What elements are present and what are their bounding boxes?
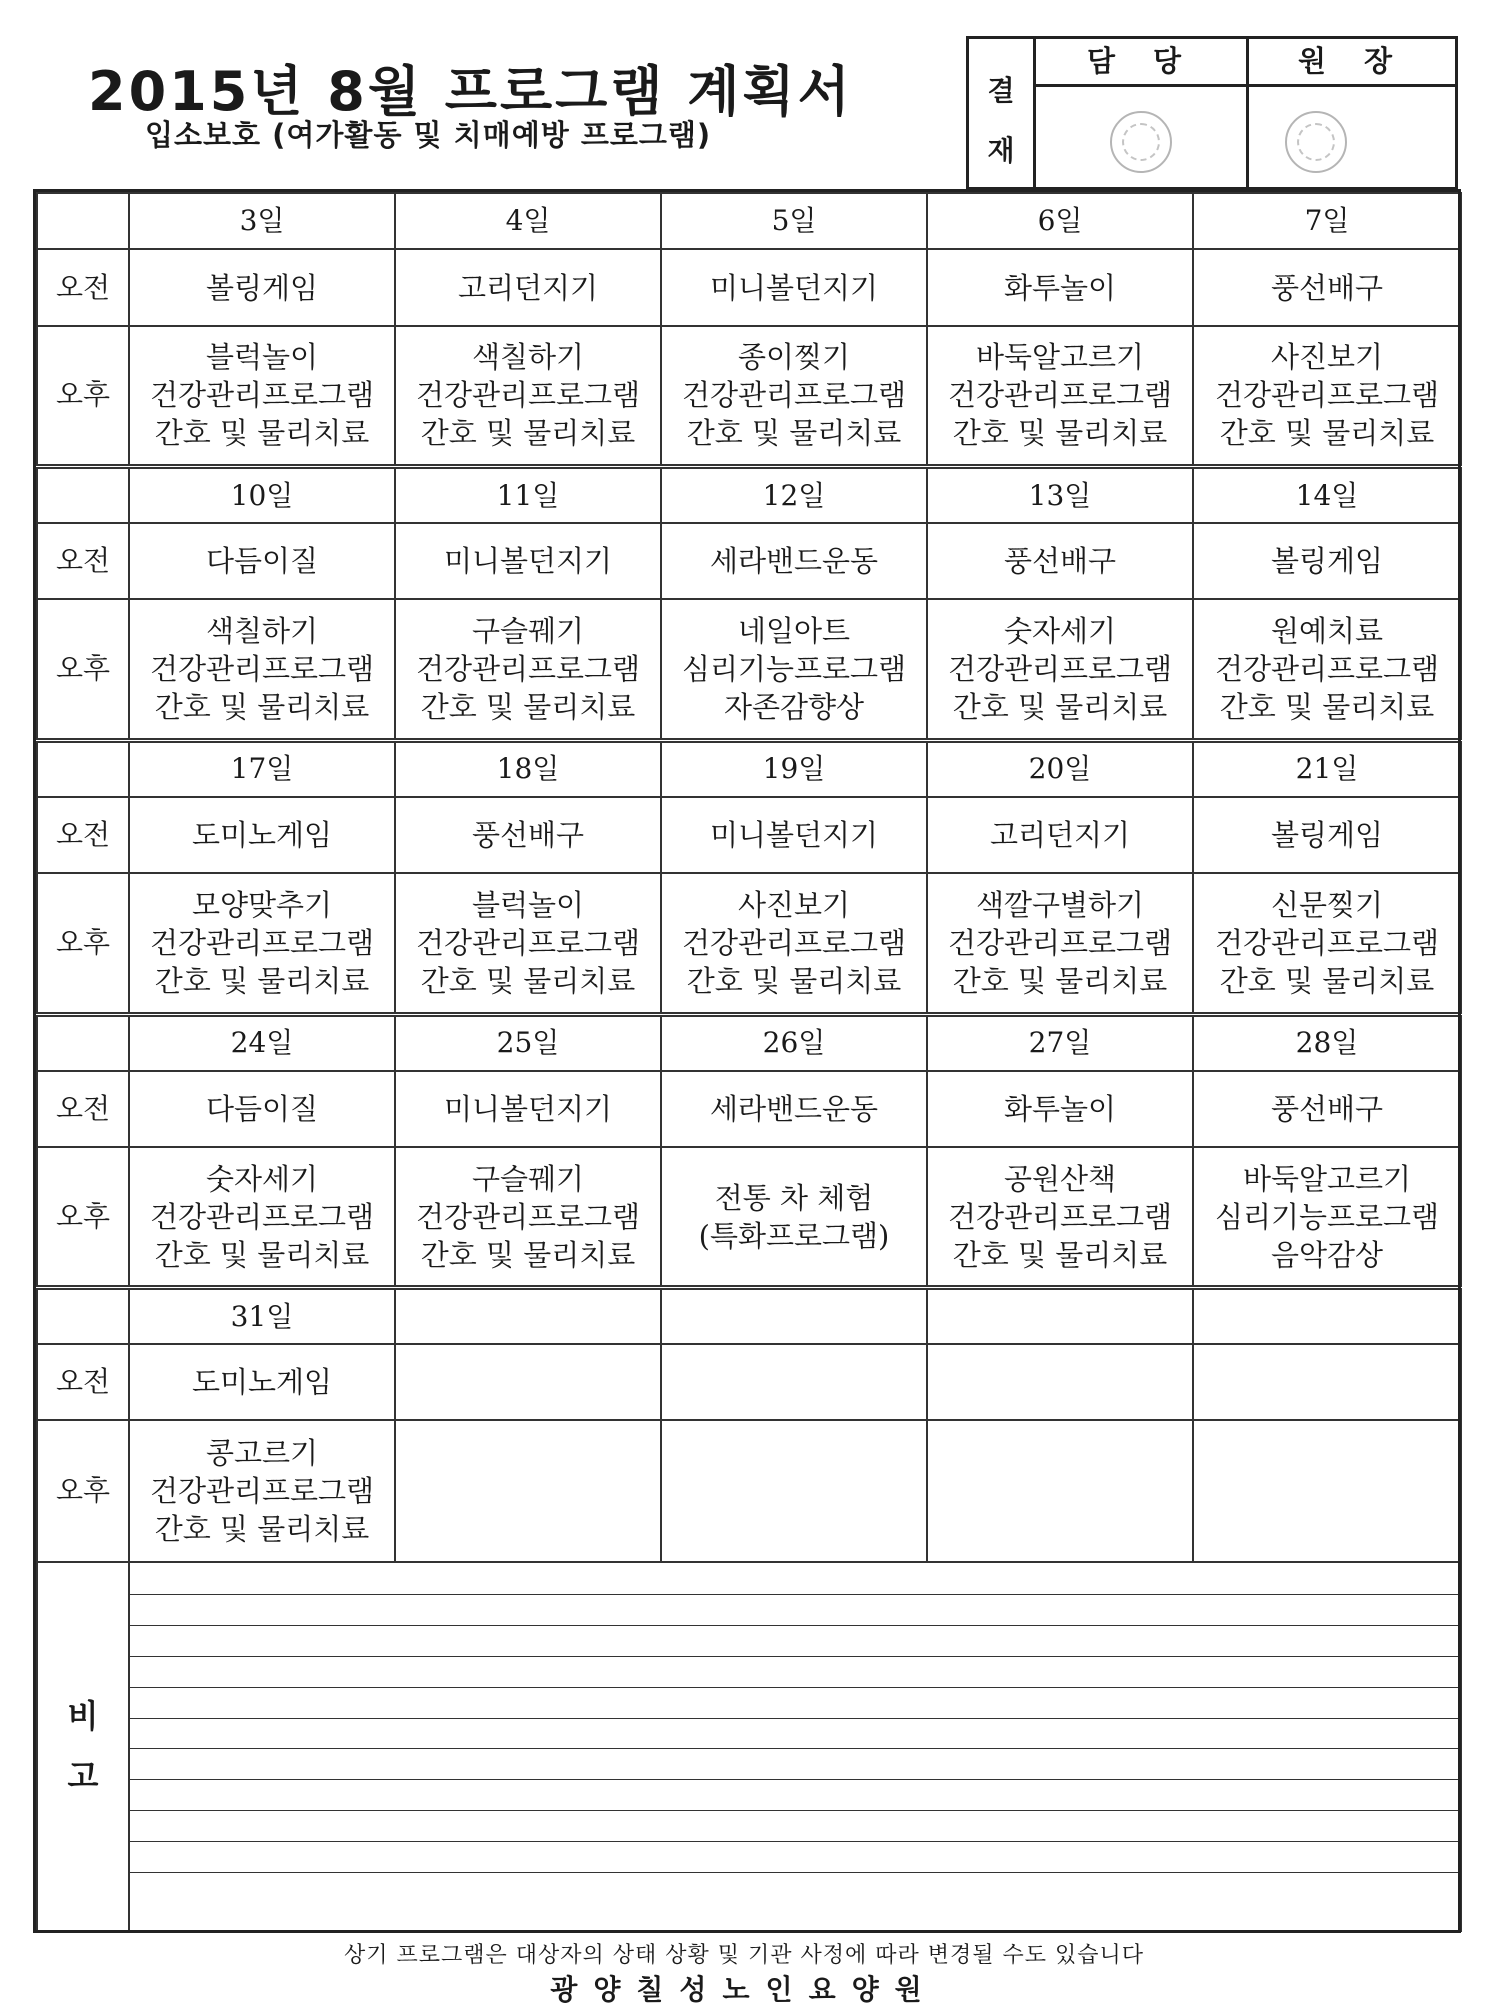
date-cell: 14일 bbox=[1193, 467, 1461, 523]
program-line: 건강관리프로그램 bbox=[149, 652, 375, 687]
morning-row bbox=[37, 1071, 1461, 1147]
afternoon-program-cell bbox=[395, 326, 661, 467]
notes-rule-line bbox=[130, 1841, 1460, 1842]
program-line: 간호 및 물리치료 bbox=[154, 963, 370, 998]
approval-col-director bbox=[1249, 39, 1455, 187]
date-cell: 28일 bbox=[1193, 1014, 1461, 1070]
notes-rule-line bbox=[130, 1625, 1460, 1626]
date-cell: 10일 bbox=[129, 467, 395, 523]
program-line: 간호 및 물리치료 bbox=[1219, 963, 1435, 998]
program-line: 간호 및 물리치료 bbox=[420, 690, 636, 725]
corner-cell bbox=[37, 740, 129, 796]
morning-program-cell: 볼링게임 bbox=[1193, 523, 1461, 599]
corner-cell bbox=[37, 193, 129, 249]
afternoon-program-cell bbox=[395, 1147, 661, 1288]
date-cell: 6일 bbox=[927, 193, 1193, 249]
program-line: 색칠하기 bbox=[205, 614, 319, 649]
program-line: 간호 및 물리치료 bbox=[686, 416, 902, 451]
time-label-am: 오전 bbox=[37, 797, 129, 873]
date-row bbox=[37, 740, 1461, 796]
program-line: 간호 및 물리치료 bbox=[952, 963, 1168, 998]
afternoon-program-cell bbox=[927, 326, 1193, 467]
program-line: 건강관리프로그램 bbox=[149, 378, 375, 413]
program-line: 심리기능프로그램 bbox=[1214, 1199, 1440, 1234]
morning-program-cell: 세라밴드운동 bbox=[661, 523, 927, 599]
afternoon-program-cell bbox=[927, 873, 1193, 1014]
program-line: 간호 및 물리치료 bbox=[154, 416, 370, 451]
program-line: 건강관리프로그램 bbox=[149, 925, 375, 960]
date-cell: 11일 bbox=[395, 467, 661, 523]
time-label-pm: 오후 bbox=[37, 1420, 129, 1561]
approval-col-header: 담 당 bbox=[1036, 39, 1246, 87]
date-cell: 5일 bbox=[661, 193, 927, 249]
date-cell: 31일 bbox=[129, 1288, 395, 1344]
morning-program-cell: 미니볼던지기 bbox=[661, 797, 927, 873]
morning-program-cell: 다듬이질 bbox=[129, 523, 395, 599]
corner-cell bbox=[37, 1288, 129, 1344]
program-line: 간호 및 물리치료 bbox=[154, 1237, 370, 1272]
date-row bbox=[37, 193, 1461, 249]
program-line: 블럭놀이 bbox=[205, 340, 319, 375]
morning-program-cell bbox=[395, 1344, 661, 1420]
program-line: 건강관리프로그램 bbox=[947, 1199, 1173, 1234]
morning-program-cell: 고리던지기 bbox=[395, 249, 661, 325]
approval-col-manager bbox=[1036, 39, 1249, 187]
program-line: 바둑알고르기 bbox=[1242, 1161, 1412, 1196]
seal-stamp-icon bbox=[1110, 111, 1172, 173]
program-line: 건강관리프로그램 bbox=[681, 925, 907, 960]
date-cell: 7일 bbox=[1193, 193, 1461, 249]
program-line: 간호 및 물리치료 bbox=[154, 1512, 370, 1547]
time-label-pm: 오후 bbox=[37, 873, 129, 1014]
morning-program-cell bbox=[661, 1344, 927, 1420]
afternoon-program-cell bbox=[129, 1420, 395, 1561]
morning-program-cell: 미니볼던지기 bbox=[661, 249, 927, 325]
morning-row bbox=[37, 249, 1461, 325]
time-label-am: 오전 bbox=[37, 1344, 129, 1420]
approval-box bbox=[966, 36, 1458, 190]
program-line: (특화프로그램) bbox=[698, 1218, 890, 1253]
program-line: 건강관리프로그램 bbox=[415, 652, 641, 687]
date-cell bbox=[927, 1288, 1193, 1344]
notes-rule-line bbox=[130, 1872, 1460, 1873]
program-line: 건강관리프로그램 bbox=[415, 925, 641, 960]
afternoon-program-cell bbox=[129, 1147, 395, 1288]
footer-organization: 광양칠성노인요양원 bbox=[550, 1973, 938, 2006]
notes-label-char: 고 bbox=[67, 1757, 99, 1796]
morning-row bbox=[37, 523, 1461, 599]
afternoon-program-cell bbox=[661, 326, 927, 467]
date-cell: 12일 bbox=[661, 467, 927, 523]
morning-program-cell: 미니볼던지기 bbox=[395, 1071, 661, 1147]
morning-program-cell: 풍선배구 bbox=[395, 797, 661, 873]
program-line: 간호 및 물리치료 bbox=[952, 1237, 1168, 1272]
notes-label-char: 비 bbox=[67, 1697, 99, 1736]
approval-label-char: 결 bbox=[987, 74, 1015, 107]
program-line: 블럭놀이 bbox=[471, 887, 585, 922]
time-label-am: 오전 bbox=[37, 1071, 129, 1147]
afternoon-program-cell bbox=[395, 873, 661, 1014]
program-line: 건강관리프로그램 bbox=[415, 1199, 641, 1234]
afternoon-program-cell bbox=[129, 873, 395, 1014]
morning-program-cell: 화투놀이 bbox=[927, 1071, 1193, 1147]
program-line: 건강관리프로그램 bbox=[1214, 378, 1440, 413]
program-line: 콩고르기 bbox=[205, 1436, 319, 1471]
morning-row bbox=[37, 1344, 1461, 1420]
notes-rule-line bbox=[130, 1656, 1460, 1657]
notes-rule-line bbox=[130, 1748, 1460, 1749]
program-line: 간호 및 물리치료 bbox=[154, 690, 370, 725]
date-cell bbox=[1193, 1288, 1461, 1344]
program-line: 건강관리프로그램 bbox=[947, 925, 1173, 960]
notes-rule-line bbox=[130, 1687, 1460, 1688]
seal-stamp-icon bbox=[1285, 111, 1347, 173]
program-line: 간호 및 물리치료 bbox=[420, 963, 636, 998]
morning-program-cell: 풍선배구 bbox=[1193, 1071, 1461, 1147]
date-cell bbox=[661, 1288, 927, 1344]
date-cell: 19일 bbox=[661, 740, 927, 796]
date-cell bbox=[395, 1288, 661, 1344]
date-row bbox=[37, 1288, 1461, 1344]
afternoon-program-cell bbox=[395, 599, 661, 740]
program-line: 네일아트 bbox=[737, 614, 851, 649]
afternoon-program-cell bbox=[129, 599, 395, 740]
program-line: 간호 및 물리치료 bbox=[420, 416, 636, 451]
afternoon-program-cell bbox=[395, 1420, 661, 1561]
afternoon-program-cell bbox=[927, 1147, 1193, 1288]
program-line: 종이찢기 bbox=[737, 340, 851, 375]
program-line: 숫자세기 bbox=[1003, 614, 1117, 649]
morning-program-cell: 도미노게임 bbox=[129, 797, 395, 873]
date-cell: 21일 bbox=[1193, 740, 1461, 796]
program-line: 건강관리프로그램 bbox=[415, 378, 641, 413]
approval-col-header: 원 장 bbox=[1249, 39, 1455, 87]
notes-rule-line bbox=[130, 1718, 1460, 1719]
program-line: 건강관리프로그램 bbox=[681, 378, 907, 413]
morning-program-cell: 미니볼던지기 bbox=[395, 523, 661, 599]
program-line: 신문찢기 bbox=[1270, 887, 1384, 922]
program-line: 공원산책 bbox=[1003, 1161, 1117, 1196]
date-cell: 3일 bbox=[129, 193, 395, 249]
program-line: 자존감향상 bbox=[723, 690, 865, 725]
program-line: 전통 차 체험 bbox=[714, 1180, 874, 1215]
afternoon-program-cell bbox=[1193, 1147, 1461, 1288]
program-line: 심리기능프로그램 bbox=[681, 652, 907, 687]
morning-program-cell: 볼링게임 bbox=[129, 249, 395, 325]
date-cell: 18일 bbox=[395, 740, 661, 796]
program-line: 간호 및 물리치료 bbox=[952, 690, 1168, 725]
program-line: 건강관리프로그램 bbox=[1214, 652, 1440, 687]
program-line: 간호 및 물리치료 bbox=[1219, 690, 1435, 725]
notes-rule-line bbox=[130, 1779, 1460, 1780]
page-title: 2015년 8월 프로그램 계획서 bbox=[88, 60, 853, 123]
page-subtitle: 입소보호 (여가활동 및 치매예방 프로그램) bbox=[145, 118, 712, 152]
afternoon-program-cell bbox=[1193, 599, 1461, 740]
morning-program-cell: 세라밴드운동 bbox=[661, 1071, 927, 1147]
notes-rule-line bbox=[130, 1810, 1460, 1811]
afternoon-program-cell bbox=[1193, 326, 1461, 467]
date-cell: 27일 bbox=[927, 1014, 1193, 1070]
footer-note: 상기 프로그램은 대상자의 상태 상황 및 기관 사정에 따라 변경될 수도 있습니다 bbox=[344, 1943, 1144, 1968]
morning-program-cell: 화투놀이 bbox=[927, 249, 1193, 325]
program-line: 원예치료 bbox=[1270, 614, 1384, 649]
afternoon-row bbox=[37, 1147, 1461, 1288]
program-line: 건강관리프로그램 bbox=[149, 1474, 375, 1509]
program-line: 간호 및 물리치료 bbox=[420, 1237, 636, 1272]
program-line: 건강관리프로그램 bbox=[947, 378, 1173, 413]
morning-program-cell: 풍선배구 bbox=[927, 523, 1193, 599]
afternoon-program-cell bbox=[661, 1147, 927, 1288]
program-line: 간호 및 물리치료 bbox=[1219, 416, 1435, 451]
time-label-pm: 오후 bbox=[37, 1147, 129, 1288]
morning-program-cell: 볼링게임 bbox=[1193, 797, 1461, 873]
morning-program-cell bbox=[927, 1344, 1193, 1420]
morning-program-cell: 풍선배구 bbox=[1193, 249, 1461, 325]
afternoon-row bbox=[37, 326, 1461, 467]
program-line: 건강관리프로그램 bbox=[149, 1199, 375, 1234]
afternoon-program-cell bbox=[661, 873, 927, 1014]
program-line: 구슬꿰기 bbox=[471, 1161, 585, 1196]
date-cell: 24일 bbox=[129, 1014, 395, 1070]
program-line: 건강관리프로그램 bbox=[1214, 925, 1440, 960]
time-label-am: 오전 bbox=[37, 523, 129, 599]
program-line: 구슬꿰기 bbox=[471, 614, 585, 649]
time-label-pm: 오후 bbox=[37, 326, 129, 467]
afternoon-program-cell bbox=[1193, 873, 1461, 1014]
morning-program-cell: 다듬이질 bbox=[129, 1071, 395, 1147]
program-line: 모양맞추기 bbox=[191, 887, 333, 922]
date-cell: 4일 bbox=[395, 193, 661, 249]
afternoon-row bbox=[37, 873, 1461, 1014]
program-line: 사진보기 bbox=[1270, 340, 1384, 375]
program-line: 숫자세기 bbox=[205, 1161, 319, 1196]
afternoon-program-cell bbox=[661, 599, 927, 740]
corner-cell bbox=[37, 467, 129, 523]
program-line: 사진보기 bbox=[737, 887, 851, 922]
date-row bbox=[37, 1014, 1461, 1070]
date-row bbox=[37, 467, 1461, 523]
corner-cell bbox=[37, 1014, 129, 1070]
date-cell: 20일 bbox=[927, 740, 1193, 796]
approval-label-char: 재 bbox=[987, 134, 1015, 167]
date-cell: 17일 bbox=[129, 740, 395, 796]
afternoon-program-cell bbox=[927, 599, 1193, 740]
schedule-table bbox=[36, 192, 1462, 1932]
morning-program-cell: 고리던지기 bbox=[927, 797, 1193, 873]
date-cell: 13일 bbox=[927, 467, 1193, 523]
approval-label bbox=[969, 39, 1036, 187]
notes-label-cell bbox=[37, 1562, 129, 1931]
date-cell: 25일 bbox=[395, 1014, 661, 1070]
program-line: 간호 및 물리치료 bbox=[952, 416, 1168, 451]
program-line: 간호 및 물리치료 bbox=[686, 963, 902, 998]
afternoon-row bbox=[37, 1420, 1461, 1561]
notes-area[interactable] bbox=[129, 1562, 1461, 1931]
program-line: 색깔구별하기 bbox=[975, 887, 1145, 922]
program-line: 음악감상 bbox=[1270, 1237, 1384, 1272]
program-line: 색칠하기 bbox=[471, 340, 585, 375]
morning-row bbox=[37, 797, 1461, 873]
notes-ruled-lines bbox=[130, 1563, 1460, 1930]
notes-rule-line bbox=[130, 1594, 1460, 1595]
afternoon-program-cell bbox=[661, 1420, 927, 1561]
afternoon-row bbox=[37, 599, 1461, 740]
afternoon-program-cell bbox=[1193, 1420, 1461, 1561]
afternoon-program-cell bbox=[927, 1420, 1193, 1561]
program-line: 건강관리프로그램 bbox=[947, 652, 1173, 687]
morning-program-cell bbox=[1193, 1344, 1461, 1420]
time-label-pm: 오후 bbox=[37, 599, 129, 740]
morning-program-cell: 도미노게임 bbox=[129, 1344, 395, 1420]
time-label-am: 오전 bbox=[37, 249, 129, 325]
afternoon-program-cell bbox=[129, 326, 395, 467]
program-line: 바둑알고르기 bbox=[975, 340, 1145, 375]
date-cell: 26일 bbox=[661, 1014, 927, 1070]
